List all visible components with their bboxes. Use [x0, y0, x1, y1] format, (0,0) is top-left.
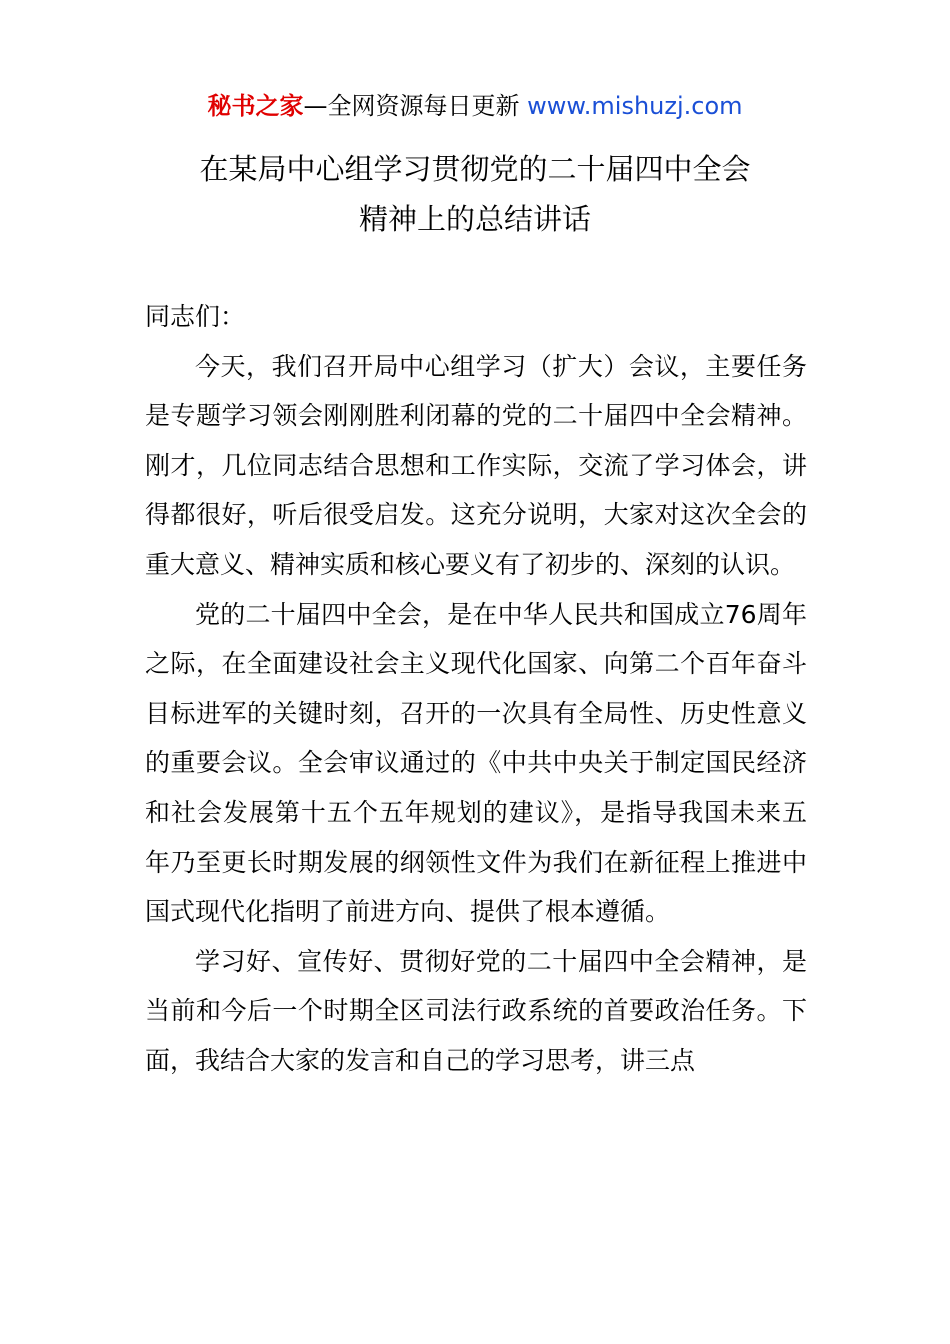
document-body — [145, 292, 807, 1086]
header-tagline: —全网资源每日更新 — [303, 92, 528, 120]
title-line-1: 在某局中心组学习贯彻党的二十届四中全会 — [199, 152, 751, 186]
site-header — [0, 88, 950, 124]
salutation: 同志们： — [145, 302, 246, 331]
title-line-2: 精神上的总结讲话 — [358, 202, 591, 236]
paragraph-3: 学习好、宣传好、贯彻好党的二十届四中全会精神，是当前和今后一个时期全区司法行政系统的首要政治任务。下面，我结合大家的发言和自己的学习思考，讲三点 — [145, 946, 807, 1075]
site-url-link[interactable]: www.mishuzj.com — [527, 92, 743, 120]
paragraph-2: 党的二十届四中全会，是在中华人民共和国成立76周年之际，在全面建设社会主义现代化国家、向第二个百年奋斗目标进军的关键时刻，召开的一次具有全局性、历史性意义的重要会议。全会审议通过的《中共中央关于制定国民经济和社会发展第十五个五年规划的建议》，是指导我国未来五年乃至更长时期发展的纲领性文件为我们在新征程上推进中国式现代化指明了前进方向、提供了根本遵循。 — [145, 599, 807, 927]
paragraph-1: 今天，我们召开局中心组学习（扩大）会议，主要任务是专题学习领会刚刚胜利闭幕的党的二十届四中全会精神。刚才，几位同志结合思想和工作实际，交流了学习体会，讲得都很好，听后很受启发。这充分说明，大家对这次全会的重大意义、精神实质和核心要义有了初步的、深刻的认识。 — [145, 351, 807, 579]
document-title — [0, 144, 950, 244]
brand-name: 秘书之家 — [207, 92, 304, 120]
